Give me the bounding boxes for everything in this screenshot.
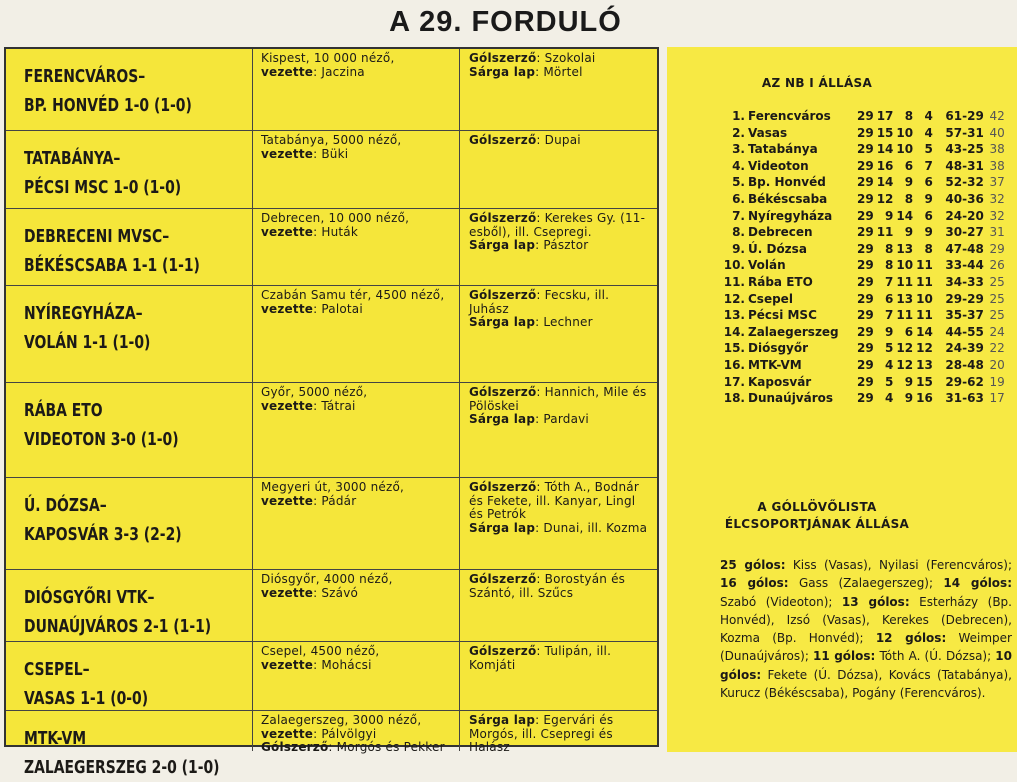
standings-row (723, 340, 1008, 357)
event-label: Gólszerző (469, 480, 537, 494)
draws: 9 (904, 391, 914, 406)
event-label: Sárga lap (469, 64, 536, 79)
event-label: Sárga lap (469, 520, 536, 535)
played: 29 (857, 142, 874, 157)
match-row (6, 711, 657, 778)
team-b-score: VASAS 1-1 (0-0) (24, 688, 149, 709)
event-label: Sárga lap (469, 713, 536, 727)
referee-label: vezette (261, 398, 314, 413)
goal-diff: 35-37 (945, 308, 984, 323)
match-teams (6, 570, 253, 641)
event-text: : Egervári és Morgós, ill. Csepregi és Halász (469, 713, 614, 754)
wins: 4 (885, 357, 894, 372)
goal-diff: 29-62 (945, 374, 984, 389)
event-label: Gólszerző (469, 644, 537, 658)
standings-row (723, 224, 1008, 241)
match-teams (6, 642, 253, 710)
team-name: Csepel (748, 291, 793, 306)
scorer-names: : Morgós és Pekker (328, 740, 445, 754)
scorers-text (720, 556, 1012, 702)
losses: 11 (916, 258, 933, 273)
event-text: : Dunai, ill. Kozma (535, 520, 648, 535)
match-results-table (4, 47, 659, 778)
wins: 15 (876, 125, 894, 140)
points: 32 (989, 208, 1005, 223)
venue-text: Zalaegerszeg, 3000 néző, (261, 713, 422, 727)
team-name: Nyíregyháza (748, 208, 833, 223)
team-name: Ú. Dózsa (748, 241, 807, 256)
team-name: Békéscsaba (748, 191, 828, 206)
points: 32 (989, 191, 1005, 206)
match-venue-info (253, 711, 460, 754)
event-label: Sárga lap (469, 315, 536, 329)
goal-diff: 61-29 (945, 109, 984, 123)
played: 29 (857, 274, 874, 289)
wins: 5 (885, 341, 894, 356)
event-label: Gólszerző (469, 133, 537, 147)
points: 25 (989, 291, 1005, 306)
draws: 12 (896, 357, 914, 372)
played: 29 (857, 258, 874, 273)
losses: 14 (916, 324, 933, 339)
standings-row (723, 141, 1008, 158)
match-events-info (460, 209, 657, 285)
standings-row (723, 357, 1008, 374)
draws: 9 (904, 225, 914, 240)
played: 29 (857, 125, 874, 140)
match-teams (6, 711, 253, 778)
losses: 9 (924, 191, 933, 206)
match-venue-info (253, 209, 460, 285)
goal-diff: 52-32 (945, 175, 984, 190)
team-b-score: ZALAEGERSZEG 2-0 (1-0) (24, 757, 220, 778)
referee-label: vezette (261, 224, 314, 239)
losses: 11 (916, 274, 933, 289)
match-teams (6, 209, 253, 285)
referee-label: vezette (261, 64, 314, 79)
standings-row (723, 291, 1008, 308)
wins: 12 (876, 191, 894, 206)
standings-row (723, 274, 1008, 291)
standings-panel (667, 47, 1017, 752)
match-teams (6, 286, 253, 382)
losses: 6 (924, 175, 933, 190)
goal-diff: 28-48 (945, 357, 984, 372)
match-teams (6, 131, 253, 208)
referee-name: : Tátrai (313, 398, 356, 413)
referee-name: : Palotai (313, 301, 363, 316)
scorer-players: Szabó (Videoton); (720, 594, 842, 609)
played: 29 (857, 109, 874, 123)
match-teams (6, 383, 253, 477)
referee-name: : Szávó (313, 585, 359, 600)
team-name: Videoton (748, 158, 809, 173)
team-name: Diósgyőr (748, 341, 809, 356)
draws: 11 (896, 308, 914, 323)
losses: 12 (916, 341, 933, 356)
position: 10. (723, 258, 745, 273)
goal-diff: 24-20 (945, 208, 984, 223)
points: 20 (989, 357, 1005, 372)
event-text: : Kerekes Gy. (11-esből), ill. Csepregi. (469, 211, 646, 239)
team-name: MTK-VM (748, 357, 802, 372)
team-a: RÁBA ETO (24, 400, 103, 421)
match-events-info (460, 711, 657, 754)
points: 17 (989, 391, 1005, 406)
team-name: Zalaegerszeg (748, 324, 839, 339)
standings-row (723, 191, 1008, 208)
match-venue-info (253, 478, 460, 569)
scorer-players: Kiss (Vasas), Nyilasi (Ferencváros); (785, 558, 1012, 572)
scorer-players: Tóth A. (Ú. Dózsa); (875, 649, 996, 664)
wins: 5 (885, 374, 894, 389)
position: 16. (723, 357, 745, 372)
standings-row (723, 257, 1008, 274)
team-name: Bp. Honvéd (748, 175, 826, 190)
position: 7. (732, 208, 745, 223)
losses: 4 (924, 125, 933, 140)
wins: 14 (876, 175, 894, 190)
wins: 8 (885, 258, 894, 273)
goal-diff: 24-39 (945, 341, 984, 356)
goal-diff: 47-48 (945, 241, 984, 256)
event-text: : Pásztor (535, 238, 589, 252)
played: 29 (857, 291, 874, 306)
team-name: Volán (748, 258, 786, 273)
team-b-score: KAPOSVÁR 3-3 (2-2) (24, 524, 182, 545)
match-events-info (460, 642, 657, 710)
position: 11. (723, 274, 745, 289)
event-label: Sárga lap (469, 238, 536, 252)
team-name: Tatabánya (748, 142, 818, 157)
draws: 8 (904, 109, 914, 123)
team-b-score: VIDEOTON 3-0 (1-0) (24, 429, 179, 450)
match-row (6, 478, 657, 570)
scorer-players: Esterházy (Bp. Honvéd), Izsó (Vasas), Kerekes (Debrecen), Kozma (Bp. Honvéd); (720, 594, 1012, 646)
event-label: Gólszerző (469, 385, 537, 399)
losses: 16 (916, 391, 933, 406)
team-a: CSEPEL– (24, 659, 90, 680)
draws: 12 (896, 341, 914, 356)
match-venue-info (253, 49, 460, 130)
losses: 5 (924, 142, 933, 157)
referee-label: vezette (261, 301, 314, 316)
wins: 4 (885, 391, 894, 406)
position: 17. (723, 374, 745, 389)
match-events-info (460, 49, 657, 130)
team-name: Vasas (748, 125, 788, 140)
losses: 13 (916, 357, 933, 372)
team-name: Debrecen (748, 225, 813, 240)
match-events-info (460, 286, 657, 382)
goal-diff: 34-33 (945, 274, 984, 289)
position: 12. (723, 291, 745, 306)
team-a: MTK-VM (24, 728, 87, 749)
team-name: Ferencváros (748, 109, 831, 123)
referee-label: vezette (261, 726, 314, 741)
draws: 10 (896, 142, 914, 157)
losses: 8 (924, 241, 933, 256)
scorer-goal-count: 16 gólos: (720, 576, 789, 591)
points: 25 (989, 274, 1005, 289)
match-row (6, 209, 657, 286)
venue-text: Czabán Samu tér, 4500 néző, (261, 288, 445, 302)
position: 8. (732, 225, 745, 240)
wins: 16 (876, 158, 894, 173)
scorer-goal-count: 10 gólos: (720, 649, 1012, 682)
played: 29 (857, 308, 874, 323)
page-title: A 29. FORDULÓ (389, 6, 622, 38)
team-b-score: BÉKÉSCSABA 1-1 (1-1) (24, 255, 200, 276)
venue-text: Megyeri út, 3000 néző, (261, 480, 405, 494)
event-label: Gólszerző (469, 51, 537, 65)
wins: 17 (876, 109, 894, 123)
position: 5. (732, 175, 745, 190)
team-b-score: BP. HONVÉD 1-0 (1-0) (24, 95, 192, 116)
draws: 8 (904, 191, 914, 206)
draws: 10 (896, 258, 914, 273)
match-events-info (460, 131, 657, 208)
standings-row (723, 125, 1008, 142)
points: 25 (989, 308, 1005, 323)
referee-name: : Büki (313, 146, 349, 161)
goal-diff: 33-44 (945, 258, 984, 273)
draws: 10 (896, 125, 914, 140)
wins: 9 (885, 208, 894, 223)
match-row (6, 642, 657, 711)
standings-row (723, 174, 1008, 191)
standings-row (723, 241, 1008, 258)
played: 29 (857, 225, 874, 240)
points: 24 (989, 324, 1005, 339)
team-a: Ú. DÓZSA– (24, 495, 107, 516)
referee-label: vezette (261, 657, 314, 672)
played: 29 (857, 191, 874, 206)
wins: 14 (876, 142, 894, 157)
losses: 10 (916, 291, 933, 306)
position: 6. (732, 191, 745, 206)
points: 29 (989, 241, 1005, 256)
scorers-title-line1: A GÓLLÖVŐLISTA (757, 500, 877, 514)
event-label: Sárga lap (469, 412, 536, 426)
match-venue-info (253, 642, 460, 710)
goal-diff: 29-29 (945, 291, 984, 306)
venue-text: Debrecen, 10 000 néző, (261, 211, 410, 225)
match-row (6, 570, 657, 642)
match-events-info (460, 570, 657, 641)
event-text: : Mörtel (535, 64, 583, 79)
wins: 11 (876, 225, 894, 240)
draws: 6 (904, 324, 914, 339)
standings-row (723, 158, 1008, 175)
draws: 13 (896, 241, 914, 256)
draws: 11 (896, 274, 914, 289)
event-label: Gólszerző (469, 211, 537, 225)
venue-text: Győr, 5000 néző, (261, 385, 368, 399)
position: 2. (732, 125, 745, 140)
event-text: : Dupai (536, 133, 581, 147)
points: 42 (989, 109, 1005, 123)
position: 9. (732, 241, 745, 256)
points: 37 (989, 175, 1005, 190)
points: 40 (989, 125, 1005, 140)
played: 29 (857, 341, 874, 356)
match-teams (6, 478, 253, 569)
event-text: : Tóth A., Bodnár és Fekete, ill. Kanyar, Lingl és Petrók (469, 480, 639, 521)
referee-name: : Pálvölgyi (313, 726, 377, 741)
wins: 7 (885, 274, 894, 289)
goal-diff: 30-27 (945, 225, 984, 240)
position: 4. (732, 158, 745, 173)
team-a: DEBRECENI MVSC– (24, 226, 170, 247)
position: 13. (723, 308, 745, 323)
draws: 14 (896, 208, 914, 223)
team-name: Pécsi MSC (748, 308, 817, 323)
venue-text: Kispest, 10 000 néző, (261, 51, 395, 65)
standings-row (723, 108, 1008, 125)
referee-name: : Pádár (313, 493, 357, 508)
event-text: : Tulipán, ill. Komjáti (469, 644, 612, 672)
standings-row (723, 307, 1008, 324)
team-b-score: DUNAÚJVÁROS 2-1 (1-1) (24, 616, 212, 637)
scorer-players: Gass (Zalaegerszeg); (788, 576, 944, 591)
event-label: Gólszerző (469, 572, 537, 586)
points: 38 (989, 142, 1005, 157)
event-text: : Pardavi (535, 412, 589, 426)
losses: 4 (924, 109, 933, 123)
wins: 7 (885, 308, 894, 323)
goal-diff: 44-55 (945, 324, 984, 339)
team-b-score: VOLÁN 1-1 (1-0) (24, 332, 151, 353)
wins: 9 (885, 324, 894, 339)
losses: 6 (924, 208, 933, 223)
position: 14. (723, 324, 745, 339)
standings-row (723, 208, 1008, 225)
wins: 6 (885, 291, 894, 306)
standings-row (723, 374, 1008, 391)
position: 1. (732, 109, 745, 123)
team-a: TATABÁNYA– (24, 148, 121, 169)
referee-label: vezette (261, 493, 314, 508)
match-venue-info (253, 286, 460, 382)
played: 29 (857, 158, 874, 173)
match-events-info (460, 478, 657, 569)
match-venue-info (253, 383, 460, 477)
event-text: : Borostyán és Szántó, ill. Szűcs (469, 572, 626, 600)
scorer-goal-count: 11 gólos: (813, 649, 876, 664)
goal-diff: 40-36 (945, 191, 984, 206)
standings-row (723, 390, 1008, 407)
position: 18. (723, 391, 745, 406)
played: 29 (857, 208, 874, 223)
referee-label: vezette (261, 146, 314, 161)
referee-label: vezette (261, 585, 314, 600)
goal-diff: 31-63 (945, 391, 984, 406)
scorer-players: Weimper (Dunaújváros); (720, 631, 1012, 664)
standings-row (723, 324, 1008, 341)
goal-diff: 48-31 (945, 158, 984, 173)
played: 29 (857, 241, 874, 256)
referee-name: : Huták (313, 224, 359, 239)
goal-diff: 57-31 (945, 125, 984, 140)
standings-title: AZ NB I ÁLLÁSA (761, 76, 873, 90)
losses: 11 (916, 308, 933, 323)
points: 31 (989, 225, 1005, 240)
played: 29 (857, 324, 874, 339)
venue-text: Tatabánya, 5000 néző, (261, 133, 402, 147)
scorer-players: Fekete (Ú. Dózsa), Kovács (Tatabánya), Kurucz (Békéscsaba), Pogány (Ferencváros). (720, 667, 1012, 701)
team-a: FERENCVÁROS– (24, 66, 146, 87)
match-venue-info (253, 131, 460, 208)
losses: 15 (916, 374, 933, 389)
match-row (6, 286, 657, 383)
played: 29 (857, 357, 874, 372)
scorer-goal-count: 25 gólos: (720, 558, 786, 572)
scorer-goal-count: 13 gólos: (841, 594, 910, 609)
draws: 9 (904, 374, 914, 389)
draws: 13 (896, 291, 914, 306)
referee-name: : Jaczina (313, 64, 365, 79)
match-venue-info (253, 570, 460, 641)
played: 29 (857, 175, 874, 190)
match-row (6, 49, 657, 131)
team-name: Kaposvár (748, 374, 812, 389)
position: 15. (723, 341, 745, 356)
event-text: : Hannich, Mile és Pölöskei (469, 385, 647, 413)
team-a: DIÓSGYŐRI VTK– (24, 587, 155, 608)
points: 22 (989, 341, 1005, 356)
points: 26 (989, 258, 1005, 273)
team-name: Rába ETO (748, 274, 813, 289)
position: 3. (732, 142, 745, 157)
event-text: : Fecsku, ill. Juhász (469, 288, 610, 316)
scorer-goal-count: 14 gólos: (943, 576, 1012, 591)
played: 29 (857, 374, 874, 389)
losses: 7 (924, 158, 933, 173)
match-events-info (460, 383, 657, 477)
venue-text: Diósgyőr, 4000 néző, (261, 572, 393, 586)
played: 29 (857, 391, 874, 406)
goal-diff: 43-25 (945, 142, 984, 157)
event-text: : Lechner (535, 315, 593, 329)
referee-name: : Mohácsi (313, 657, 372, 672)
draws: 9 (904, 175, 914, 190)
draws: 6 (904, 158, 914, 173)
match-teams (6, 49, 253, 130)
event-text: : Szokolai (536, 51, 596, 65)
team-name: Dunaújváros (748, 391, 834, 406)
wins: 8 (885, 241, 894, 256)
team-b-score: PÉCSI MSC 1-0 (1-0) (24, 177, 182, 198)
standings-table (723, 108, 1008, 407)
scorers-title-line2: ÉLCSOPORTJÁNAK ÁLLÁSA (724, 517, 910, 531)
event-label: Gólszerző (469, 288, 537, 302)
points: 38 (989, 158, 1005, 173)
losses: 9 (924, 225, 933, 240)
team-a: NYÍREGYHÁZA– (24, 303, 143, 324)
match-row (6, 383, 657, 478)
scorer-goal-count: 12 gólos: (875, 631, 947, 646)
venue-text: Csepel, 4500 néző, (261, 644, 380, 658)
points: 19 (989, 374, 1005, 389)
match-row (6, 131, 657, 209)
scorer-label: Gólszerző (261, 740, 329, 754)
